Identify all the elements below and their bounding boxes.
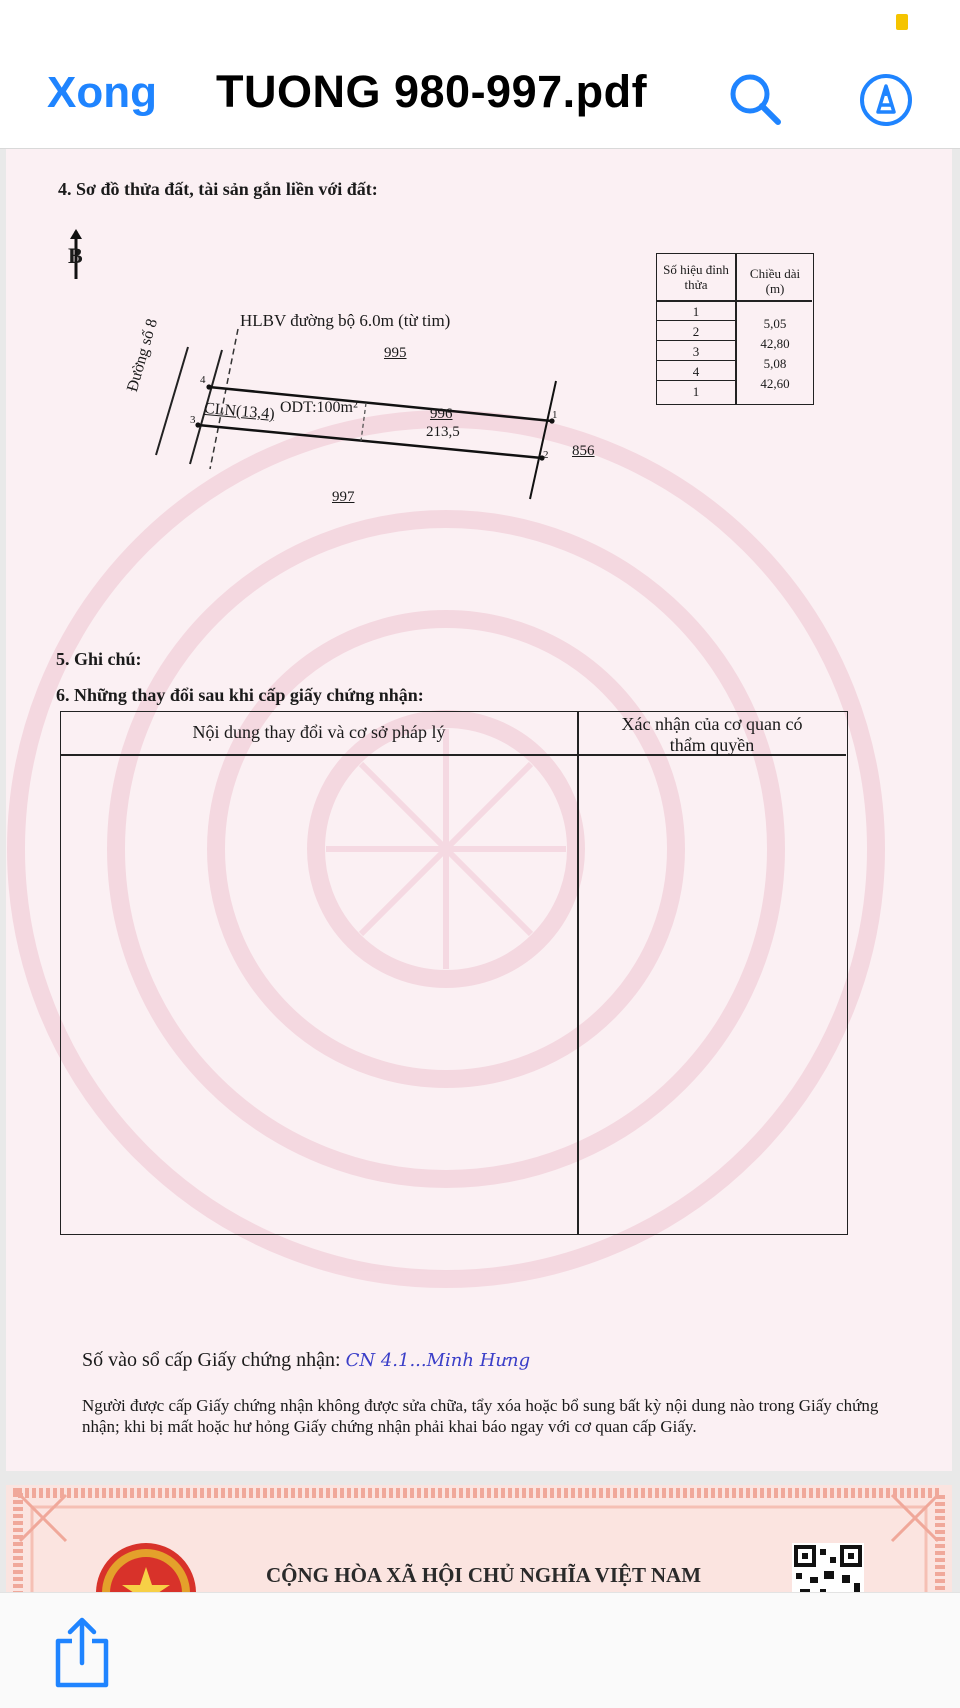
qr-code-icon (792, 1543, 864, 1592)
changes-table (60, 711, 848, 1235)
vertex-label: 1 (552, 409, 558, 421)
national-emblem-icon (94, 1537, 198, 1592)
table-cell-vertex: 1 (692, 304, 700, 319)
document-page (6, 149, 952, 1471)
status-indicator (896, 14, 908, 30)
markup-pen-icon (858, 72, 914, 128)
section-4-title: 4. Sơ đồ thửa đất, tài sản gắn liền với đất: (58, 179, 378, 199)
document-title: TUONG 980-997.pdf (216, 66, 648, 117)
vertex-label: 3 (190, 414, 196, 426)
vertex-label: 2 (543, 449, 549, 461)
share-icon (52, 1617, 112, 1689)
neighbor-parcel-north: 995 (384, 345, 407, 361)
document-page (6, 1485, 952, 1592)
north-symbol: B (68, 243, 83, 268)
search-icon (728, 72, 784, 128)
table-cell-length: 5,08 (763, 356, 787, 371)
bottom-toolbar (0, 1592, 960, 1708)
table-cell-vertex: 4 (692, 364, 700, 379)
table-cell-length: 5,05 (763, 316, 787, 331)
table-cell-vertex: 1 (692, 384, 700, 399)
search-button[interactable] (728, 72, 784, 128)
republic-title: CỘNG HÒA XÃ HỘI CHỦ NGHĨA VIỆT NAM (266, 1563, 702, 1587)
register-number-line (82, 1349, 530, 1372)
table-header-vertex: Số hiệu đỉnh thửa (663, 262, 729, 292)
document-viewer[interactable] (0, 149, 960, 1592)
navigation-bar (0, 0, 960, 149)
register-handwritten-value: CN 4.1...Minh Hưng (345, 1350, 531, 1371)
done-button[interactable]: Xong (47, 68, 157, 117)
table-cell-length: 42,60 (760, 376, 790, 391)
vertex-label: 4 (200, 374, 206, 386)
section-6-title: 6. Những thay đổi sau khi cấp giấy chứng nhận: (56, 685, 424, 705)
table-cell-length: 42,80 (760, 336, 790, 351)
land-use-odt-label: ODT:100m² (280, 399, 358, 416)
register-label: Số vào sổ cấp Giấy chứng nhận: (82, 1349, 341, 1371)
share-button[interactable] (52, 1617, 112, 1689)
parcel-area: 213,5 (426, 424, 460, 440)
road-label: Đường số 8 (124, 316, 161, 394)
neighbor-parcel-south: 997 (332, 489, 355, 505)
land-use-cln-label: CLN(13,4) (203, 399, 276, 424)
table-header-length: Chiều dài (m) (749, 266, 801, 296)
neighbor-parcel-east: 856 (572, 443, 595, 459)
markup-button[interactable] (858, 72, 914, 128)
dimension-table (656, 253, 814, 405)
changes-header-approval: Xác nhận của cơ quan có thẩm quyền (621, 714, 803, 755)
table-cell-vertex: 2 (692, 324, 700, 339)
parcel-number: 996 (430, 406, 453, 422)
table-cell-vertex: 3 (692, 344, 700, 359)
section-5-title: 5. Ghi chú: (56, 649, 142, 669)
corridor-label: HLBV đường bộ 6.0m (từ tim) (240, 311, 451, 330)
changes-header-content: Nội dung thay đổi và cơ sở pháp lý (192, 722, 446, 742)
notice-text: Người được cấp Giấy chứng nhận không được sửa chữa, tẩy xóa hoặc bổ sung bất kỳ nội dung nào trong Giấy chứng nhận; khi bị mất hoặc hư hỏng Giấy chứng nhận phải khai báo ngay với cơ quan cấp Giấy. (82, 1396, 879, 1436)
